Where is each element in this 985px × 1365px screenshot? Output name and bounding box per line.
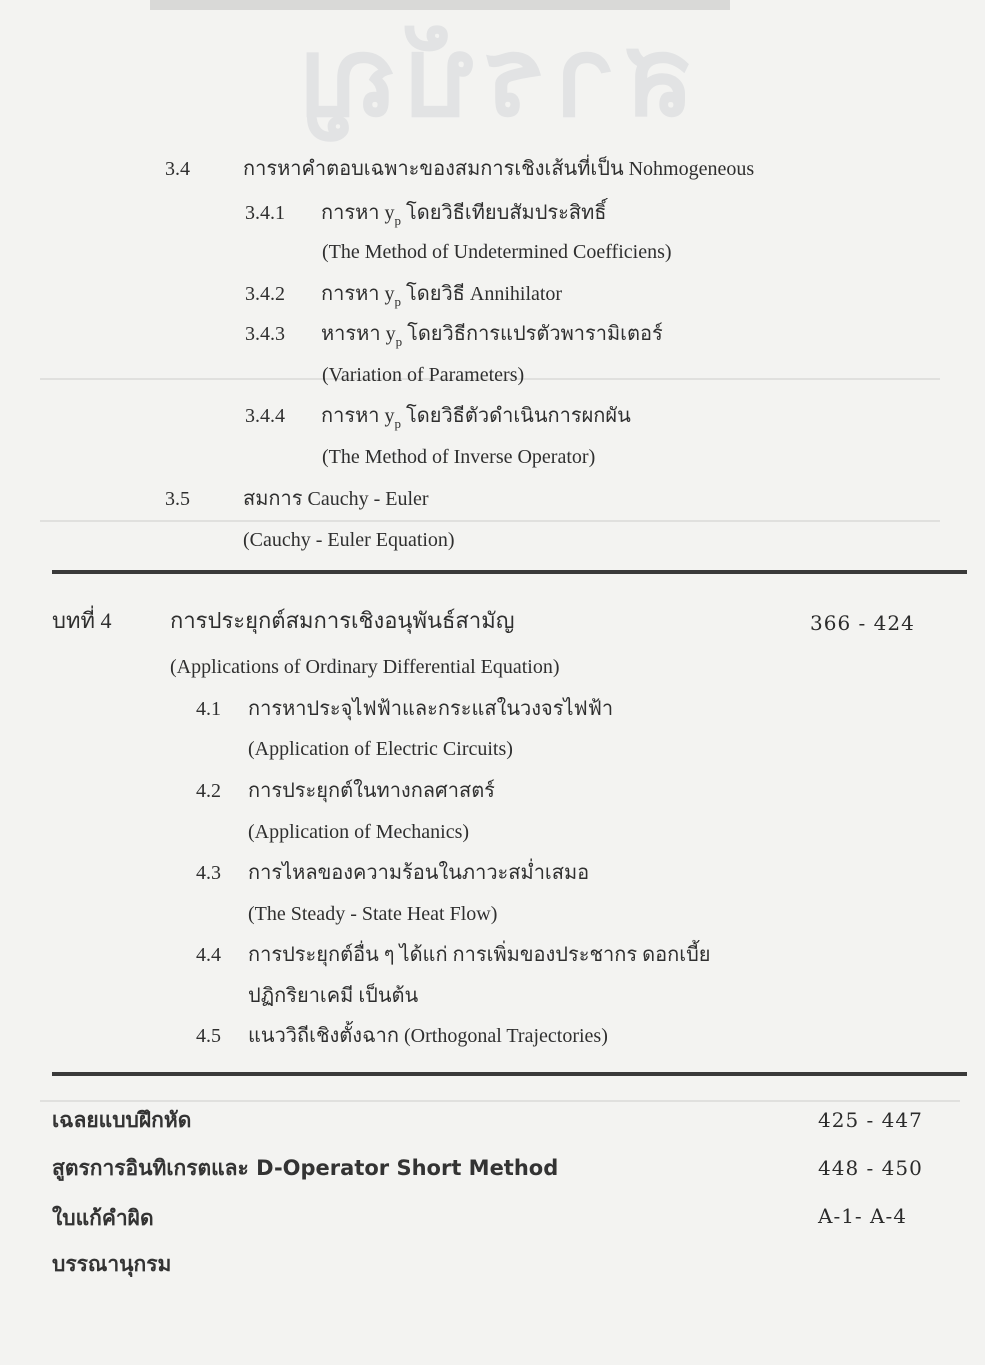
toc-entry-4-3-english <box>248 902 497 926</box>
toc-errata[interactable] <box>52 1206 154 1230</box>
toc-chapter-4[interactable] <box>52 609 514 633</box>
section-title: การประยุกต์ในทางกลศาสตร์ <box>248 780 495 802</box>
toc-entry-3-4-4-english <box>322 445 595 469</box>
section-number: 4.2 <box>196 780 221 802</box>
section-english-title: (The Method of Undetermined Coefficiens) <box>322 241 672 263</box>
chapter-title: การประยุกต์สมการเชิงอนุพันธ์สามัญ <box>170 608 515 633</box>
toc-entry-4-2[interactable] <box>196 779 495 803</box>
section-english-title: (Variation of Parameters) <box>322 364 525 386</box>
toc-answers[interactable] <box>52 1108 191 1132</box>
section-divider <box>52 570 967 574</box>
toc-entry-3-4-2[interactable] <box>245 282 562 314</box>
section-title-pre: การหา y <box>321 202 395 224</box>
section-title-pre: หารหา y <box>321 323 396 345</box>
subscript: p <box>394 416 401 431</box>
section-title: แนววิถีเชิงตั้งฉาก (Orthogonal Trajectories) <box>248 1025 608 1047</box>
section-number: 4.5 <box>196 1025 221 1047</box>
chapter-label: บทที่ 4 <box>52 608 112 633</box>
section-title-post: โดยวิธีเทียบสัมประสิทธิ์ <box>401 202 607 224</box>
section-english-title: (The Method of Inverse Operator) <box>322 446 596 468</box>
section-title: การไหลของความร้อนในภาวะสม่ำเสมอ <box>248 862 590 884</box>
integration-formulas-pages: 448 - 450 <box>818 1156 923 1180</box>
toc-integration-formulas[interactable] <box>52 1156 558 1180</box>
toc-entry-3-4-4[interactable] <box>245 404 631 436</box>
section-title: การหาประจุไฟฟ้าและกระแสในวงจรไฟฟ้า <box>248 698 614 720</box>
back-matter-title: เฉลยแบบฝึกหัด <box>52 1108 192 1132</box>
toc-entry-3-4-1[interactable] <box>245 201 607 233</box>
toc-entry-4-3[interactable] <box>196 861 589 885</box>
section-title-pre: การหา y <box>321 283 395 305</box>
bleed-through-line <box>40 520 940 522</box>
bleed-through-line <box>40 1100 960 1102</box>
toc-entry-3-4-3-english <box>322 363 524 387</box>
toc-entry-3-5-english <box>243 528 455 552</box>
section-title-post: โดยวิธีการแปรตัวพารามิเตอร์ <box>402 323 663 345</box>
section-number: 4.1 <box>196 698 221 720</box>
section-number: 3.5 <box>165 488 190 510</box>
toc-entry-4-2-english <box>248 820 469 844</box>
ghost-heading: สารบัญ <box>291 13 694 141</box>
toc-entry-3-4-3[interactable] <box>245 322 663 354</box>
toc-entry-3-5[interactable] <box>165 487 429 511</box>
toc-entry-4-1[interactable] <box>196 697 613 721</box>
section-title-post: โดยวิธีตัวดำเนินการผกผัน <box>401 405 631 427</box>
section-number: 4.4 <box>196 944 221 966</box>
section-english-title: (Cauchy - Euler Equation) <box>243 529 455 551</box>
section-title-pre: การหา y <box>321 405 395 427</box>
chapter-4-pages: 366 - 424 <box>810 611 915 635</box>
section-number: 3.4.4 <box>245 405 285 427</box>
section-title: สมการ Cauchy - Euler <box>243 488 429 510</box>
subscript: p <box>394 294 401 309</box>
section-number: 3.4 <box>165 158 190 180</box>
section-number: 3.4.3 <box>245 323 285 345</box>
section-title-post: โดยวิธี Annihilator <box>401 283 563 305</box>
toc-entry-3-4[interactable] <box>165 157 754 181</box>
subscript: p <box>394 213 401 228</box>
toc-entry-4-4-line2 <box>248 984 418 1008</box>
section-title: การประยุกต์อื่น ๆ ได้แก่ การเพิ่มของประชากร ดอกเบี้ย <box>248 944 711 966</box>
section-english-title: (Application of Electric Circuits) <box>248 738 513 760</box>
section-english-title: (The Steady - State Heat Flow) <box>248 903 498 925</box>
toc-entry-4-4[interactable] <box>196 943 710 967</box>
toc-entry-3-4-1-english <box>322 240 672 264</box>
back-matter-title: บรรณานุกรม <box>52 1252 172 1276</box>
section-title-continued: ปฏิกริยาเคมี เป็นต้น <box>248 985 419 1007</box>
back-matter-title: สูตรการอินทิเกรตและ D-Operator Short Method <box>52 1156 559 1180</box>
section-divider <box>52 1072 967 1076</box>
errata-pages: A-1- A-4 <box>818 1204 907 1228</box>
section-number: 4.3 <box>196 862 221 884</box>
section-english-title: (Application of Mechanics) <box>248 821 470 843</box>
section-number: 3.4.1 <box>245 202 285 224</box>
toc-bibliography[interactable] <box>52 1252 171 1276</box>
back-matter-title: ใบแก้คำผิด <box>52 1206 154 1230</box>
answers-pages: 425 - 447 <box>818 1108 923 1132</box>
chapter-english-title: (Applications of Ordinary Differential Equation) <box>170 656 560 678</box>
section-title: การหาคำตอบเฉพาะของสมการเชิงเส้นที่เป็น Nohmogeneous <box>243 158 755 180</box>
toc-entry-4-1-english <box>248 737 513 761</box>
toc-entry-4-5[interactable] <box>196 1024 608 1048</box>
subscript: p <box>395 334 403 349</box>
chapter-4-english <box>170 655 560 679</box>
scan-top-band <box>150 0 730 10</box>
section-number: 3.4.2 <box>245 283 285 305</box>
